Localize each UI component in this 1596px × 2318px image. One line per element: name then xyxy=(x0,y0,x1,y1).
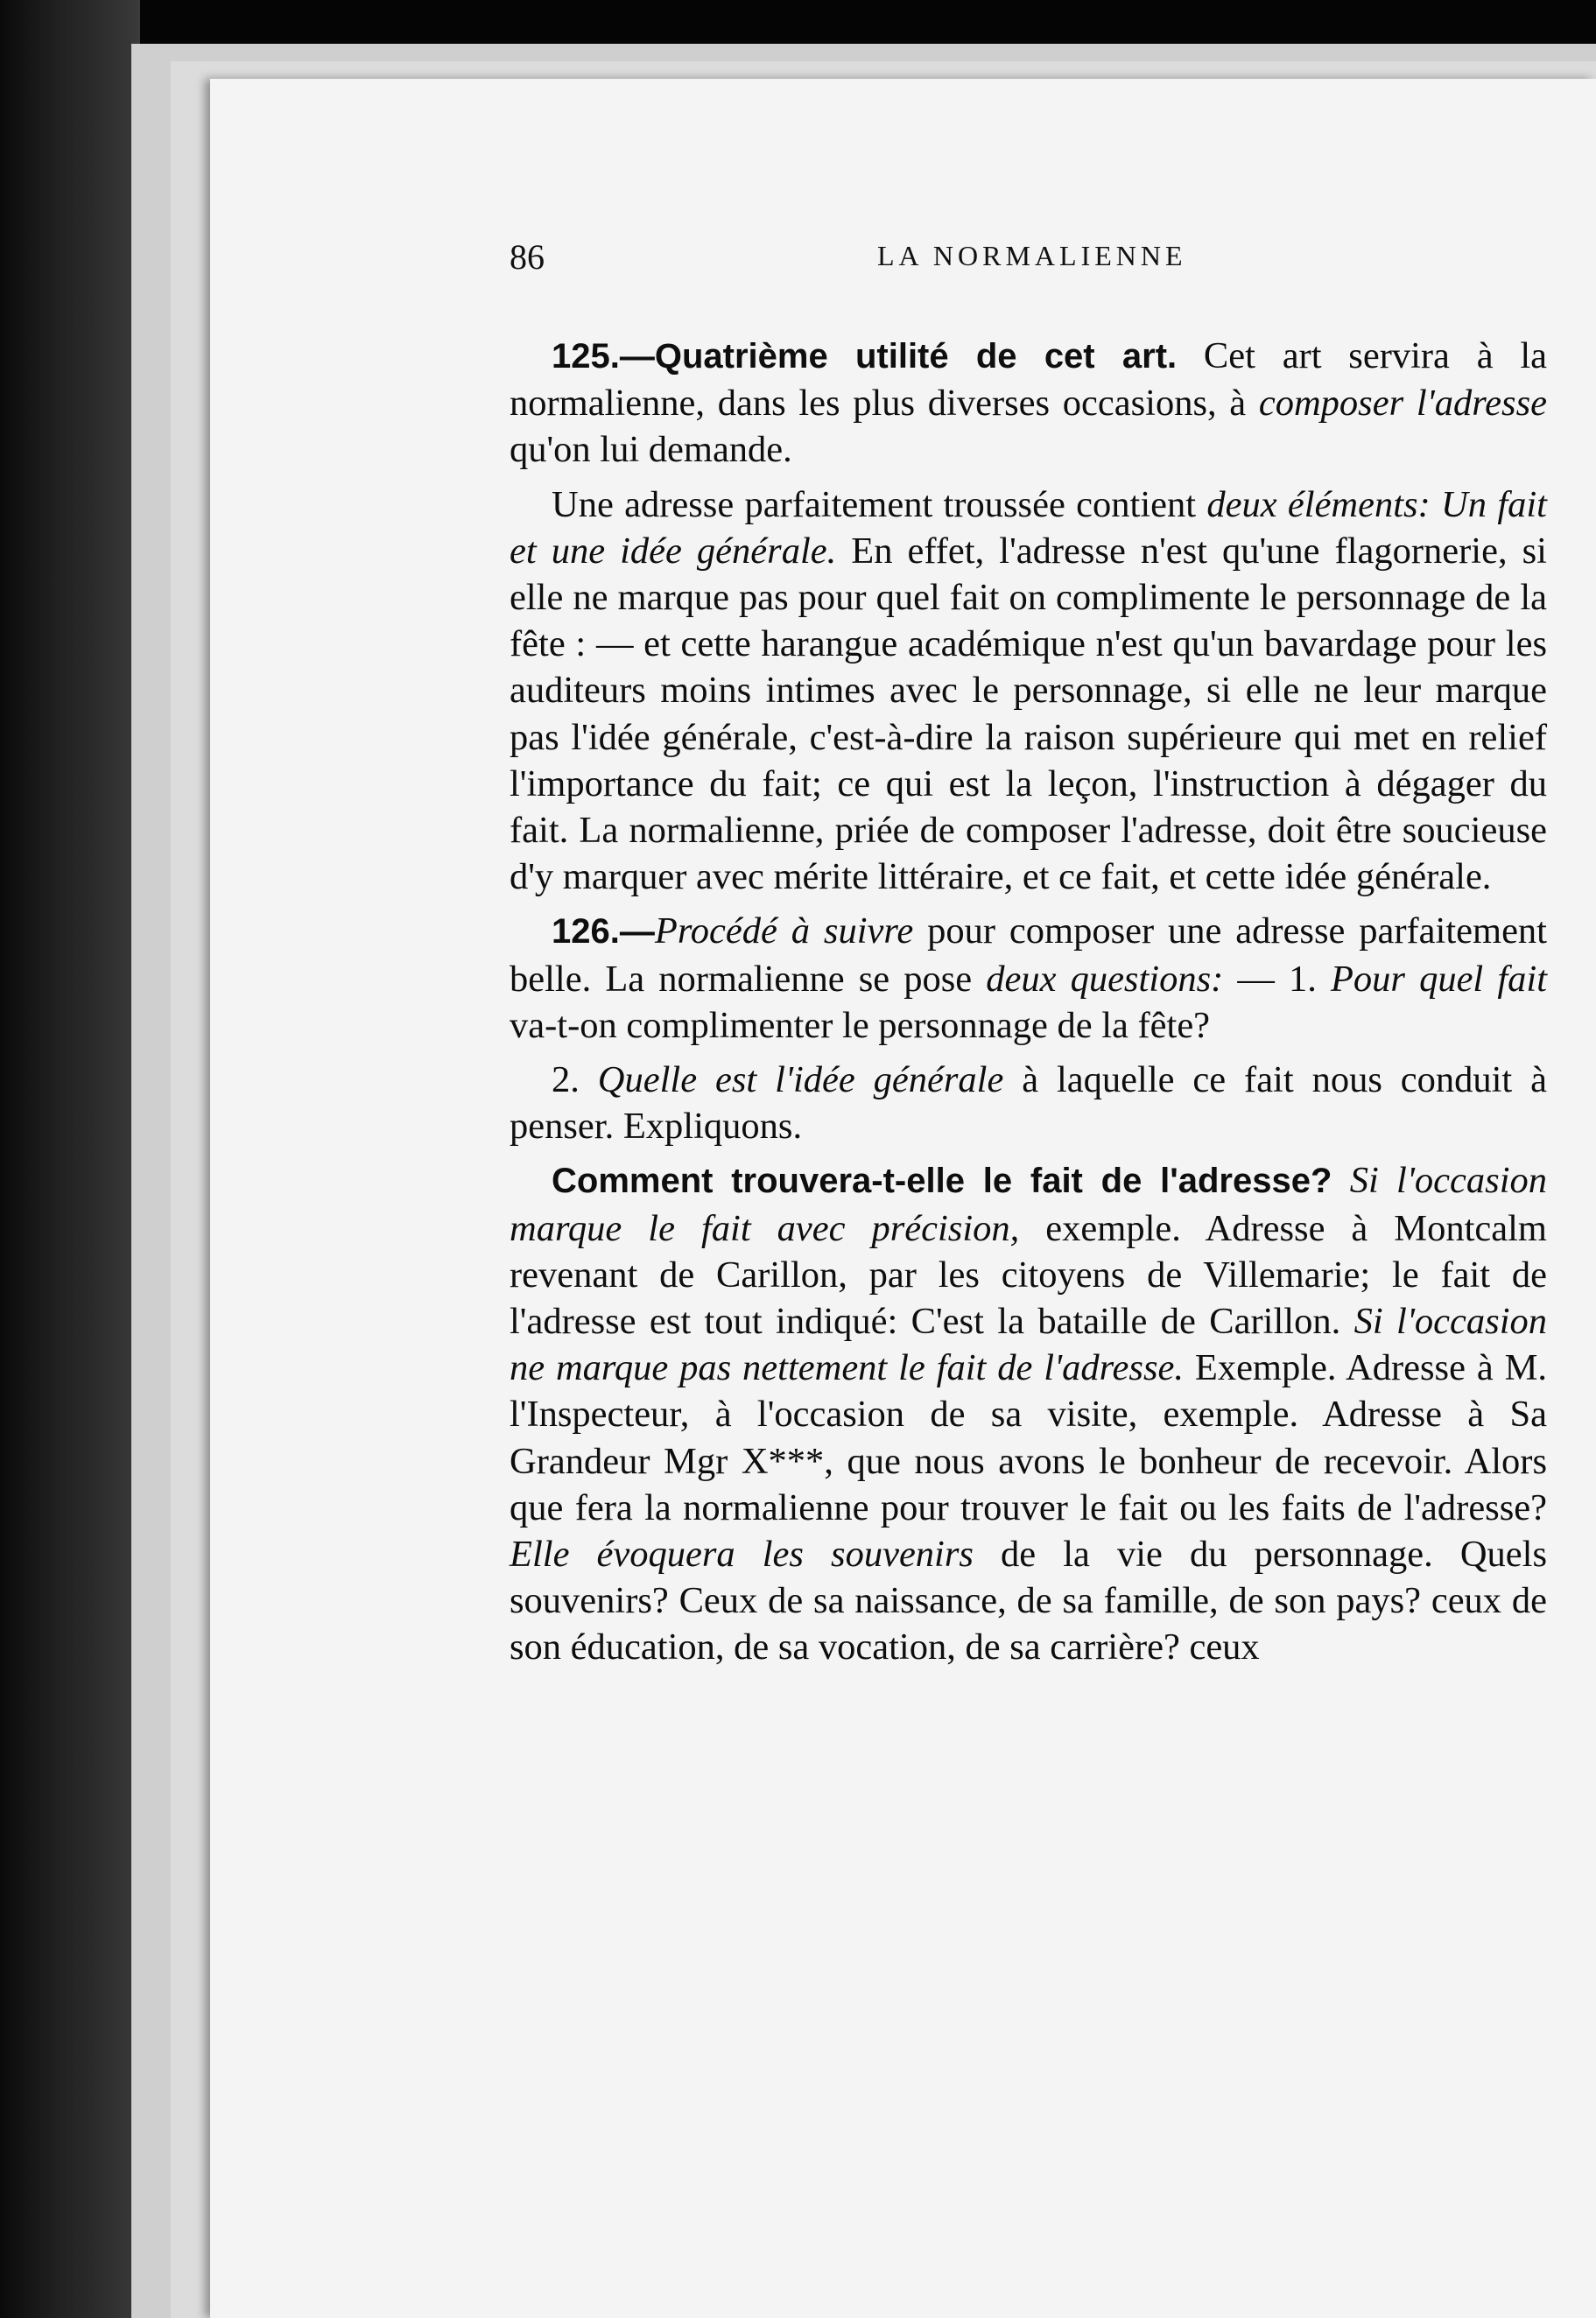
paragraph-comment xyxy=(510,1157,1547,1670)
paragraph-question-2 xyxy=(510,1057,1547,1149)
text-run: à laquelle ce fait nous conduit à penser. Expliquons. xyxy=(510,1059,1547,1148)
text-run: En effet, l'adresse n'est qu'une flagornerie, si elle ne marque pas pour quel fait on complimente le personnage de la fête : — et cette harangue académique n'est qu'un bavardage pour les auditeurs moins intimes avec le personnage, si elle ne leur marque pas l'idée générale, c'est-à-dire la raison supérieure qui met en relief l'importance du fait; ce qui est la leçon, l'instruction à dégager du fait. La normalienne, priée de composer l'adresse, doit être soucieuse d'y marquer avec mérite littéraire, et ce fait, et cette idée générale. xyxy=(510,530,1547,898)
text-run: — 1. xyxy=(1223,958,1331,1000)
section-heading: Comment trouvera-t-elle le fait de l'adresse? xyxy=(552,1162,1332,1201)
text-run: va-t-on complimenter le personnage de la fête? xyxy=(510,1004,1211,1046)
text-run: qu'on lui demande. xyxy=(510,429,792,471)
text-run: pour composer une adresse parfaitement belle. La normalienne se pose xyxy=(510,910,1547,1000)
italic-run: Pour quel fait xyxy=(1330,958,1548,1000)
paragraph-elements xyxy=(510,481,1547,901)
italic-run: deux questions: xyxy=(986,958,1224,1000)
italic-run: Si l'occasion ne marque pas nettement le fait de l'adresse. xyxy=(510,1301,1548,1389)
italic-run: Si l'occasion marque le fait avec précision, xyxy=(510,1160,1548,1249)
italic-run: Quelle est l'idée générale xyxy=(597,1059,1004,1101)
text-run: de la vie du personnage. Quels souvenirs? Ceux de sa naissance, de sa famille, de son pays? ceux de son éducation, de sa vocation, de sa carrière? ceux xyxy=(510,1534,1547,1668)
text-run: 2. xyxy=(552,1059,598,1101)
text-run: Une adresse parfaitement troussée contient xyxy=(552,483,1207,525)
text-run: Exemple. Adresse à M. l'Inspecteur, à l'occasion de sa visite, exemple. Adresse à Sa Grandeur Mgr X***, que nous avons le bonheur de recevoir. Alors que fera la normalienne pour trouver le fait ou les faits de l'adresse? xyxy=(510,1347,1547,1528)
text-run: exemple. Adresse à Montcalm revenant de Carillon, par les citoyens de Villemarie; le fait de l'adresse est tout indiqué: C'est la bataille de Carillon. xyxy=(510,1207,1547,1343)
text-run: Cet art servira à la normalienne, dans les plus diverses occasions, à xyxy=(510,335,1547,425)
italic-run: composer l'adresse xyxy=(1258,383,1547,425)
paragraph-126 xyxy=(510,908,1547,1049)
page-header xyxy=(510,236,1210,289)
paragraph-125 xyxy=(510,333,1547,474)
body-text xyxy=(510,333,1547,1679)
section-heading: 126.— xyxy=(552,912,655,952)
italic-run: deux éléments: Un fait et une idée générale. xyxy=(510,483,1547,572)
book-spine-shadow xyxy=(0,0,140,2318)
page-number: 86 xyxy=(510,237,545,277)
section-heading: 125.—Quatrième utilité de cet art. xyxy=(552,337,1178,376)
running-title: LA NORMALIENNE xyxy=(877,240,1187,271)
italic-run: Procédé à suivre xyxy=(654,910,914,952)
text-run xyxy=(1332,1160,1349,1201)
italic-run: Elle évoquera les souvenirs xyxy=(510,1534,974,1576)
